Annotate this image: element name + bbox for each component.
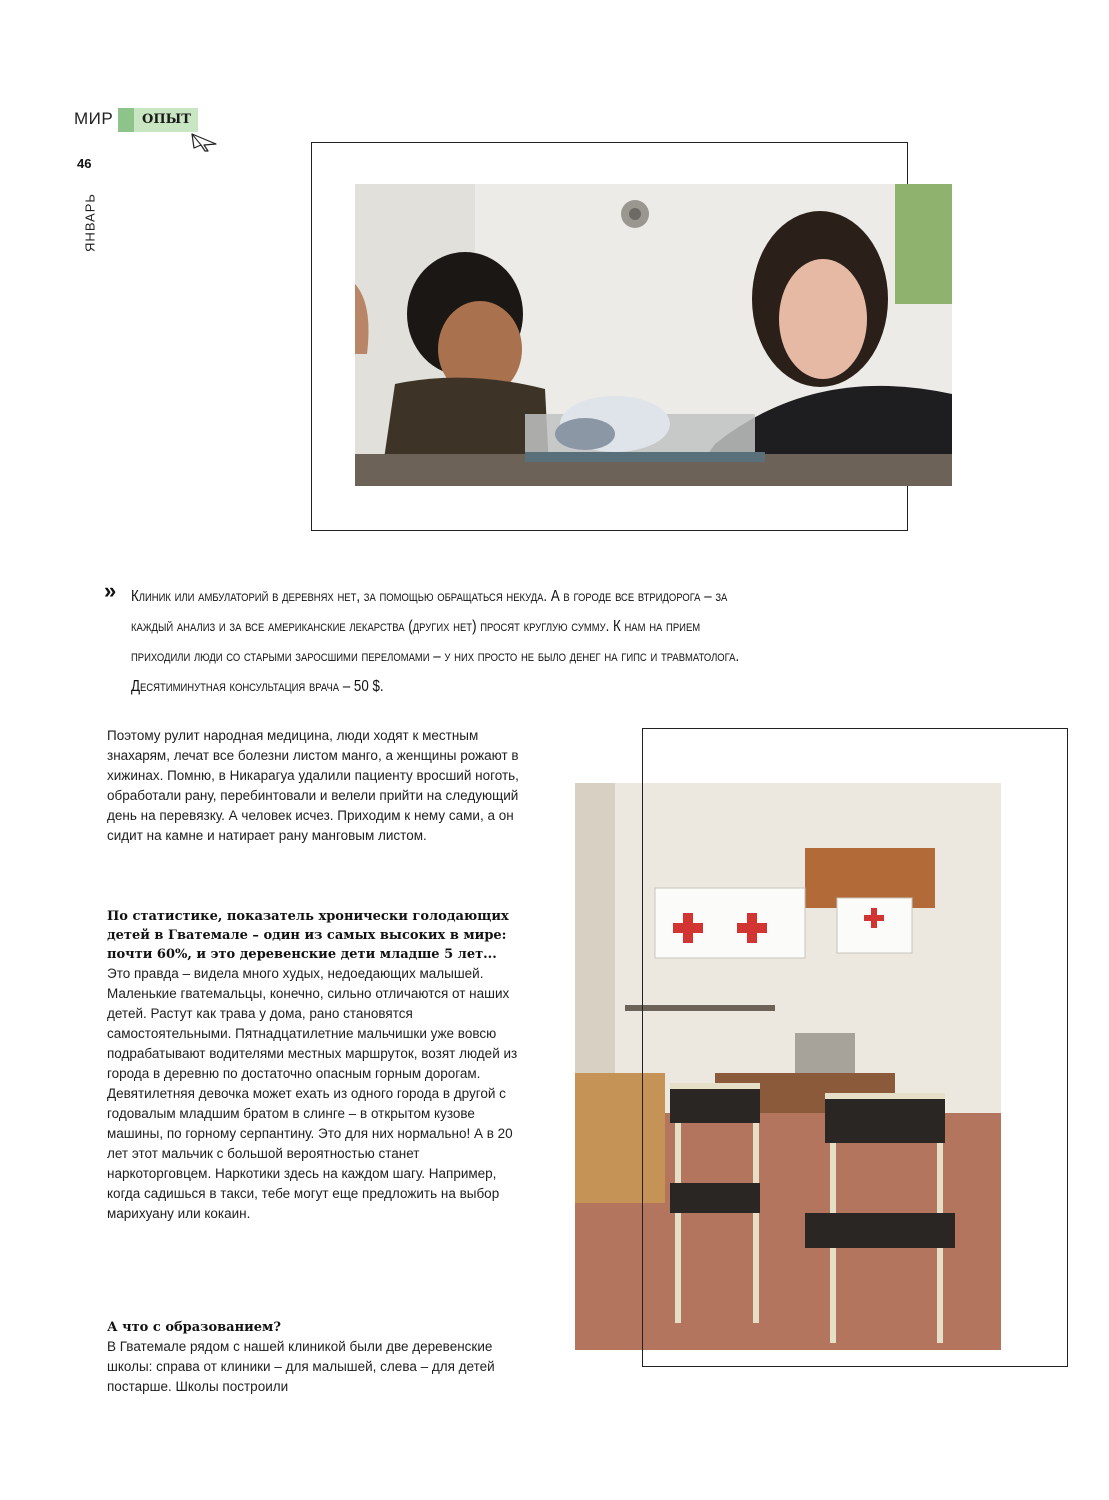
section-tag: ОПЫТ — [142, 112, 191, 127]
section-label: МИР — [74, 109, 114, 128]
paper-plane-cursor-icon — [190, 132, 218, 152]
photo-nurse-with-boy — [355, 184, 952, 486]
interview-answer: В Гватемале рядом с нашей клиникой были две деревенские школы: справа от клиники – для малышей, слева – для детей постарше. Школы построили — [107, 1339, 495, 1394]
quote-mark: » — [104, 578, 117, 603]
article-paragraph — [107, 726, 527, 846]
interview-block — [107, 1318, 527, 1397]
pull-quote: Клиник или амбулаторий в деревнях нет, за помощью обращаться некуда. А в городе все втридорога – за каждый анализ и за все американские лекарства (других нет) просят круглую сумму. К нам на прием приходили люди со старыми заросшими переломами – у них просто не было денег на гипс и травматолога. Десятиминутная консультация врача – 50 $. — [131, 588, 740, 695]
interview-block — [107, 907, 527, 1224]
page-number: 46 — [77, 156, 92, 171]
paragraph-text: Поэтому рулит народная медицина, люди ходят к местным знахарям, лечат все болезни листом манго, а женщины рожают в хижинах. Помню, в Никарагуа удалили пациенту вросший ноготь, обработали рану, перебинтовали и велели прийти на следующий день на перевязку. А человек исчез. Приходим к нему сами, а он сидит на камне и натирает рану манговым листом. — [107, 728, 519, 843]
month-label: ЯНВАРЬ — [82, 193, 98, 252]
interview-question: По статистике, показатель хронически голодающих детей в Гватемале – один из самых высоких в мире: почти 60%, и это деревенские дети младше 5 лет... — [107, 909, 509, 962]
interview-answer: Это правда – видела много худых, недоедающих малышей. Маленькие гватемальцы, конечно, сильно отличаются от наших детей. Растут как трава у дома, рано становятся самостоятельными. Пятнадцатилетние мальчишки уже вовсю подрабатывают водителями местных маршруток, возят людей из города в деревню по достаточно опасным горным дорогам. Девятилетняя девочка может ехать из одного города в другой с годовалым младшим братом в слинге – в открытом кузове машины, по горному серпантину. Это для них нормально! А в 20 лет этот мальчик с большой вероятностью станет наркоторговцем. Наркотики здесь на каждом шагу. Например, когда садишься в такси, тебе могут еще предложить на выбор марихуану или кокаин. — [107, 966, 518, 1221]
section-tag-accent — [118, 108, 134, 132]
interview-question: А что с образованием? — [107, 1320, 281, 1335]
photo-frame-bottom — [642, 728, 1068, 1367]
